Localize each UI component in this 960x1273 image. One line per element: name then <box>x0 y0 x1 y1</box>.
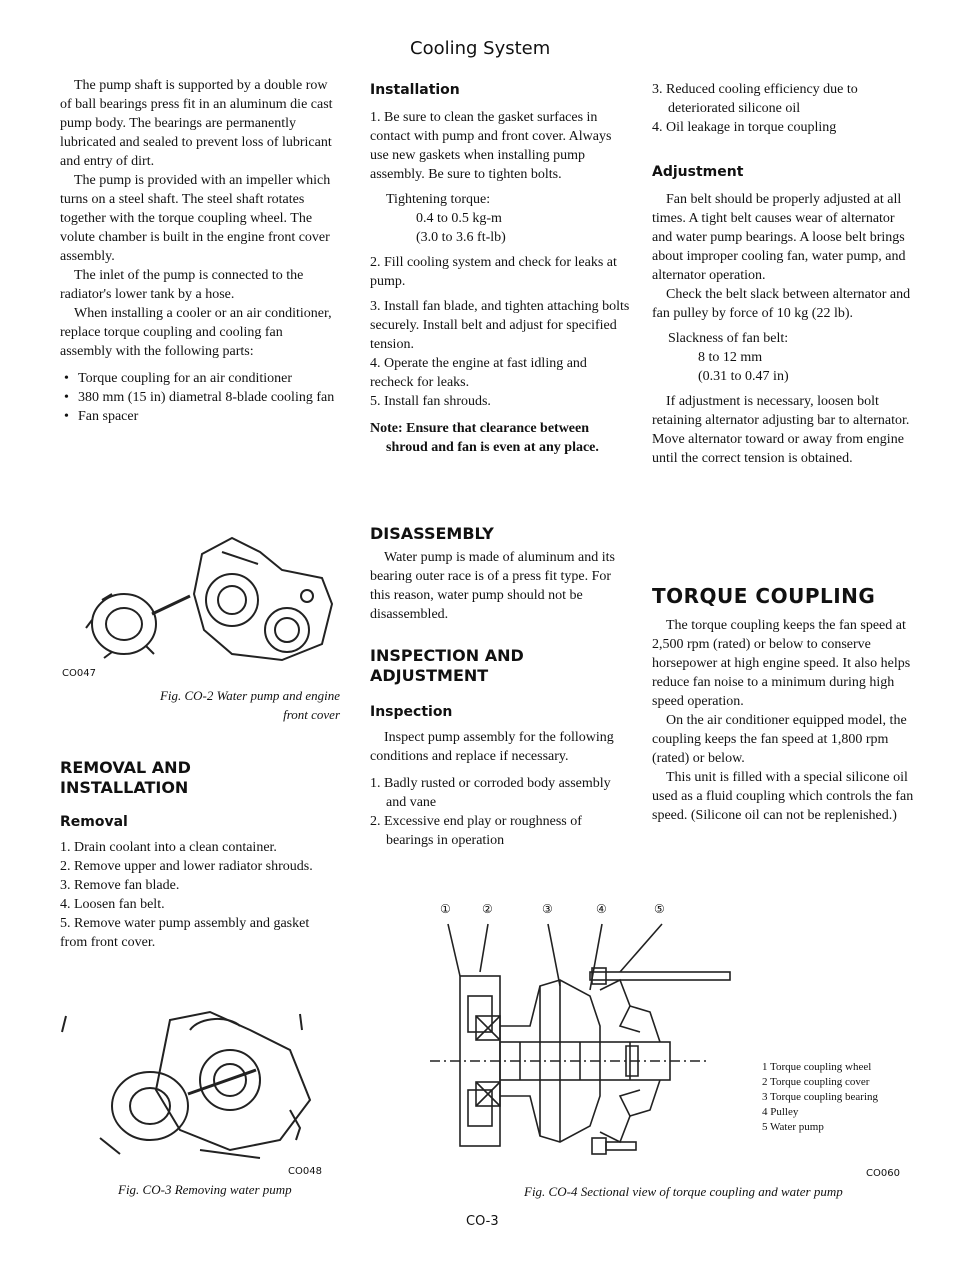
spec-label: Slackness of fan belt: <box>668 331 789 346</box>
subsection-heading: Removal <box>60 814 128 830</box>
figure-legend <box>762 1060 932 1135</box>
step: 3. Install fan blade, and tighten attaching bolts securely. Install belt and adjust for specified tension. <box>370 299 630 352</box>
paragraph: The pump is provided with an impeller which turns on a steel shaft. The steel shaft rotates together with the torque coupling wheel. The volute chamber is built in the engine front cover assembly. <box>60 173 331 264</box>
step: 1. Be sure to clean the gasket surfaces in contact with pump and front cover. Always use new gaskets when installing pump assembly. Be sure to tighten bolts. <box>370 110 612 182</box>
inspection-text <box>370 728 632 850</box>
caption-line: Fig. CO-2 Water pump and engine <box>159 688 340 703</box>
heading-line: INSTALLATION <box>60 778 189 797</box>
figure-caption: Fig. CO-3 Removing water pump <box>118 1182 292 1197</box>
callout-4: ④ <box>596 902 607 916</box>
paragraph <box>370 548 632 624</box>
legend-item: 5 Water pump <box>762 1121 824 1133</box>
list-item: 2. Excessive end play or roughness of bearings in operation <box>370 814 582 848</box>
figure-caption: Fig. CO-4 Sectional view of torque coupling and water pump <box>524 1184 843 1199</box>
water-pump-front-cover-illustration <box>82 534 340 664</box>
slack-spec <box>652 329 914 386</box>
torque-coupling-text <box>652 616 914 825</box>
paragraph: When installing a cooler or an air conditioner, replace torque coupling and cooling fan assembly with the following parts: <box>60 306 332 359</box>
column-1 <box>60 76 338 426</box>
disassembly-text: Water pump is made of aluminum and its bearing outer race is of a press fit type. For this reason, water pump should not be disassembled. <box>370 550 615 622</box>
figure-code: CO048 <box>288 1166 322 1177</box>
legend-item: 3 Torque coupling bearing <box>762 1091 879 1103</box>
paragraph: On the air conditioner equipped model, the coupling keeps the fan speed at 1,800 rpm (rated) or below. <box>652 713 907 766</box>
section-heading: DISASSEMBLY <box>370 524 494 543</box>
step: 5. Remove water pump assembly and gasket from front cover. <box>60 916 310 950</box>
step: 5. Install fan shrouds. <box>370 394 491 409</box>
parts-list <box>60 369 338 426</box>
list-item: 4. Oil leakage in torque coupling <box>652 120 837 135</box>
spec-value: (3.0 to 3.6 ft-lb) <box>416 230 506 245</box>
step: 2. Remove upper and lower radiator shrouds. <box>60 859 313 874</box>
heading-line: REMOVAL AND <box>60 758 191 777</box>
torque-spec <box>370 190 632 247</box>
list-item: 1. Badly rusted or corroded body assembly and vane <box>370 776 611 810</box>
callout-1: ① <box>440 902 451 916</box>
adjustment-text <box>652 190 914 468</box>
section-heading <box>370 646 524 686</box>
subsection-heading: Inspection <box>370 704 453 720</box>
list-item: • Torque coupling for an air conditioner <box>60 369 338 388</box>
callout-5: ⑤ <box>654 902 665 916</box>
figure-code: CO060 <box>866 1168 900 1179</box>
step: 4. Loosen fan belt. <box>60 897 165 912</box>
section-heading <box>60 758 191 798</box>
heading-line: INSPECTION AND <box>370 646 524 665</box>
spec-value: 0.4 to 0.5 kg-m <box>416 211 502 226</box>
spec-value: 8 to 12 mm <box>698 350 763 365</box>
list-item: • 380 mm (15 in) diametral 8-blade cooling fan <box>60 388 338 407</box>
figure-code: CO047 <box>62 668 96 679</box>
removal-steps <box>60 838 338 952</box>
page-title: Cooling System <box>410 38 551 59</box>
list-item: 3. Reduced cooling efficiency due to deteriorated silicone oil <box>652 82 858 116</box>
paragraph: Fan belt should be properly adjusted at all times. A tight belt causes wear of alternator and water pump bearings. A loose belt brings about improper cooling fan, water pump, and alternator operation. <box>652 192 906 283</box>
note: Note: Ensure that clearance between shroud and fan is even at any place. <box>370 421 599 455</box>
paragraph: This unit is filled with a special silicone oil used as a fluid coupling which controls the fan speed. (Silicone oil can not be replenished.) <box>652 770 914 823</box>
heading-line: ADJUSTMENT <box>370 666 489 685</box>
legend-item: 1 Torque coupling wheel <box>762 1061 872 1073</box>
subsection-heading: Adjustment <box>652 164 744 180</box>
step: 1. Drain coolant into a clean container. <box>60 840 277 855</box>
paragraph: Inspect pump assembly for the following conditions and replace if necessary. <box>370 730 614 764</box>
list-item: • Fan spacer <box>60 407 338 426</box>
section-heading: TORQUE COUPLING <box>652 584 876 608</box>
step: 2. Fill cooling system and check for leaks at pump. <box>370 255 617 289</box>
spec-label: Tightening torque: <box>386 192 491 207</box>
callout-3: ③ <box>542 902 553 916</box>
torque-coupling-sectional-diagram <box>430 916 750 1166</box>
paragraph: If adjustment is necessary, loosen bolt retaining alternator adjusting bar to alternator. Move alternator toward or away from engine until the correct tension is obtained. <box>652 394 910 466</box>
installation-steps <box>370 108 632 457</box>
paragraph: The inlet of the pump is connected to the radiator's lower tank by a hose. <box>60 268 304 302</box>
paragraph: The pump shaft is supported by a double row of ball bearings press fit in an aluminum die cast pump body. The bearings are permanently lubricated and sealed to prevent loss of lubricant and entry of dirt. <box>60 78 333 169</box>
subsection-heading: Installation <box>370 82 460 98</box>
legend-item: 2 Torque coupling cover <box>762 1076 870 1088</box>
paragraph: The torque coupling keeps the fan speed at 2,500 rpm (rated) or below to conserve horsepower at high engine speed. It also helps reduce fan noise to a minimum during high speed operation. <box>652 618 911 709</box>
step: 3. Remove fan blade. <box>60 878 180 893</box>
spec-value: (0.31 to 0.47 in) <box>698 369 789 384</box>
legend-item: 4 Pulley <box>762 1106 799 1118</box>
page-number: CO-3 <box>466 1214 499 1229</box>
callout-2: ② <box>482 902 493 916</box>
caption-line: front cover <box>283 707 340 722</box>
column-3 <box>652 80 914 137</box>
figure-caption <box>60 686 340 724</box>
step: 4. Operate the engine at fast idling and recheck for leaks. <box>370 356 587 390</box>
removing-water-pump-illustration <box>60 1010 340 1160</box>
paragraph: Check the belt slack between alternator and fan pulley by force of 10 kg (22 lb). <box>652 287 911 321</box>
